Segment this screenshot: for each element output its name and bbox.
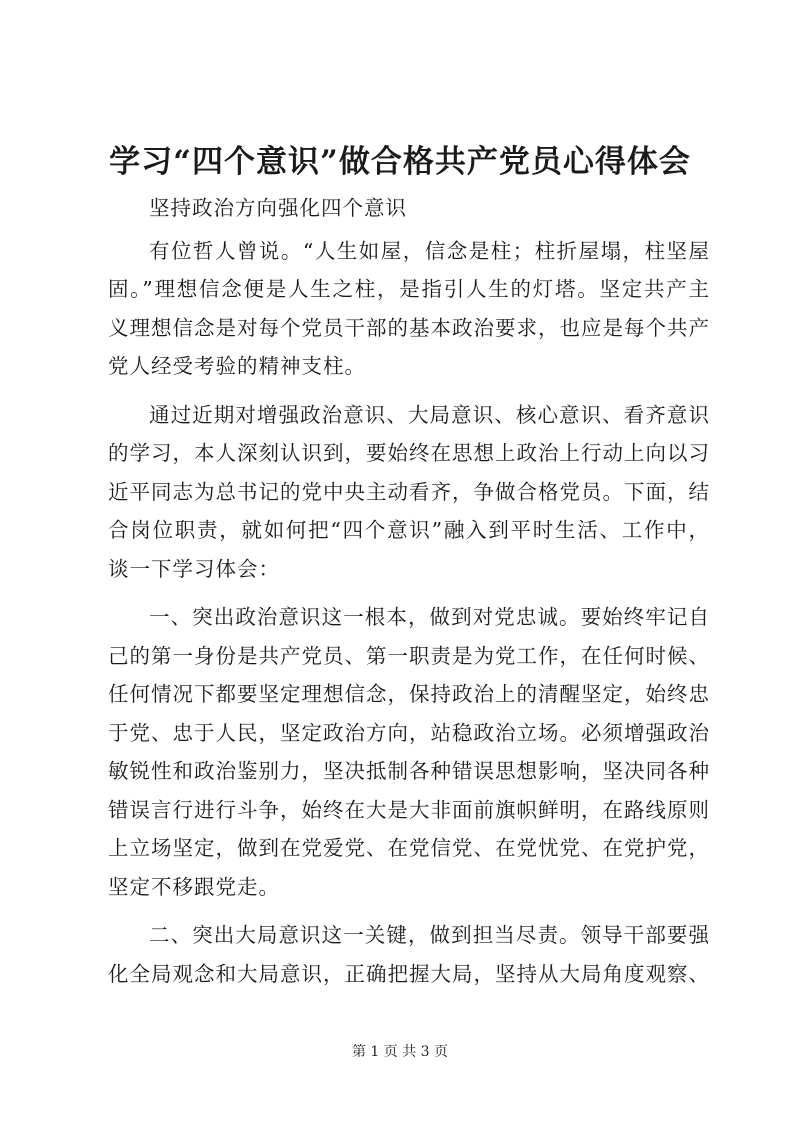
- paragraph: 二、突出大局意识这一关键，做到担当尽责。领导干部要强化全局观念和大局意识，正确把握大局，坚持从大局角度观察、: [108, 923, 710, 986]
- page-number: 第 1 页 共 3 页: [351, 1044, 449, 1060]
- document-title: 学习“四个意识”做合格共产党员心得体会: [109, 144, 691, 180]
- paragraph: 有位哲人曾说。“人生如屋，信念是柱；柱折屋塌，柱坚屋固。”理想信念便是人生之柱，是指引人生的灯塔。坚定共产主义理想信念是对每个党员干部的基本政治要求，也应是每个共产党人经受考验的精神支柱。: [108, 238, 710, 378]
- paragraph: 通过近期对增强政治意识、大局意识、核心意识、看齐意识的学习，本人深刻认识到，要始终在思想上政治上行动上向以习近平同志为总书记的党中央主动看齐，争做合格党员。下面，结合岗位职责，就如何把“四个意识”融入到平时生活、工作中，谈一下学习体会：: [108, 402, 710, 581]
- paragraph: 一、突出政治意识这一根本，做到对党忠诚。要始终牢记自己的第一身份是共产党员、第一职责是为党工作，在任何时候、任何情况下都要坚定理想信念，保持政治上的清醒坚定，始终忠于党、忠于人民，坚定政治方向，站稳政治立场。必须增强政治敏锐性和政治鉴别力，坚决抵制各种错误思想影响，坚决同各种错误言行进行斗争，始终在大是大非面前旗帜鲜明，在路线原则上立场坚定，做到在党爱党、在党信党、在党忧党、在党护党，坚定不移跟党走。: [108, 605, 710, 899]
- document-subtitle: 坚持政治方向强化四个意识: [149, 196, 407, 220]
- document-body: [108, 189, 710, 1003]
